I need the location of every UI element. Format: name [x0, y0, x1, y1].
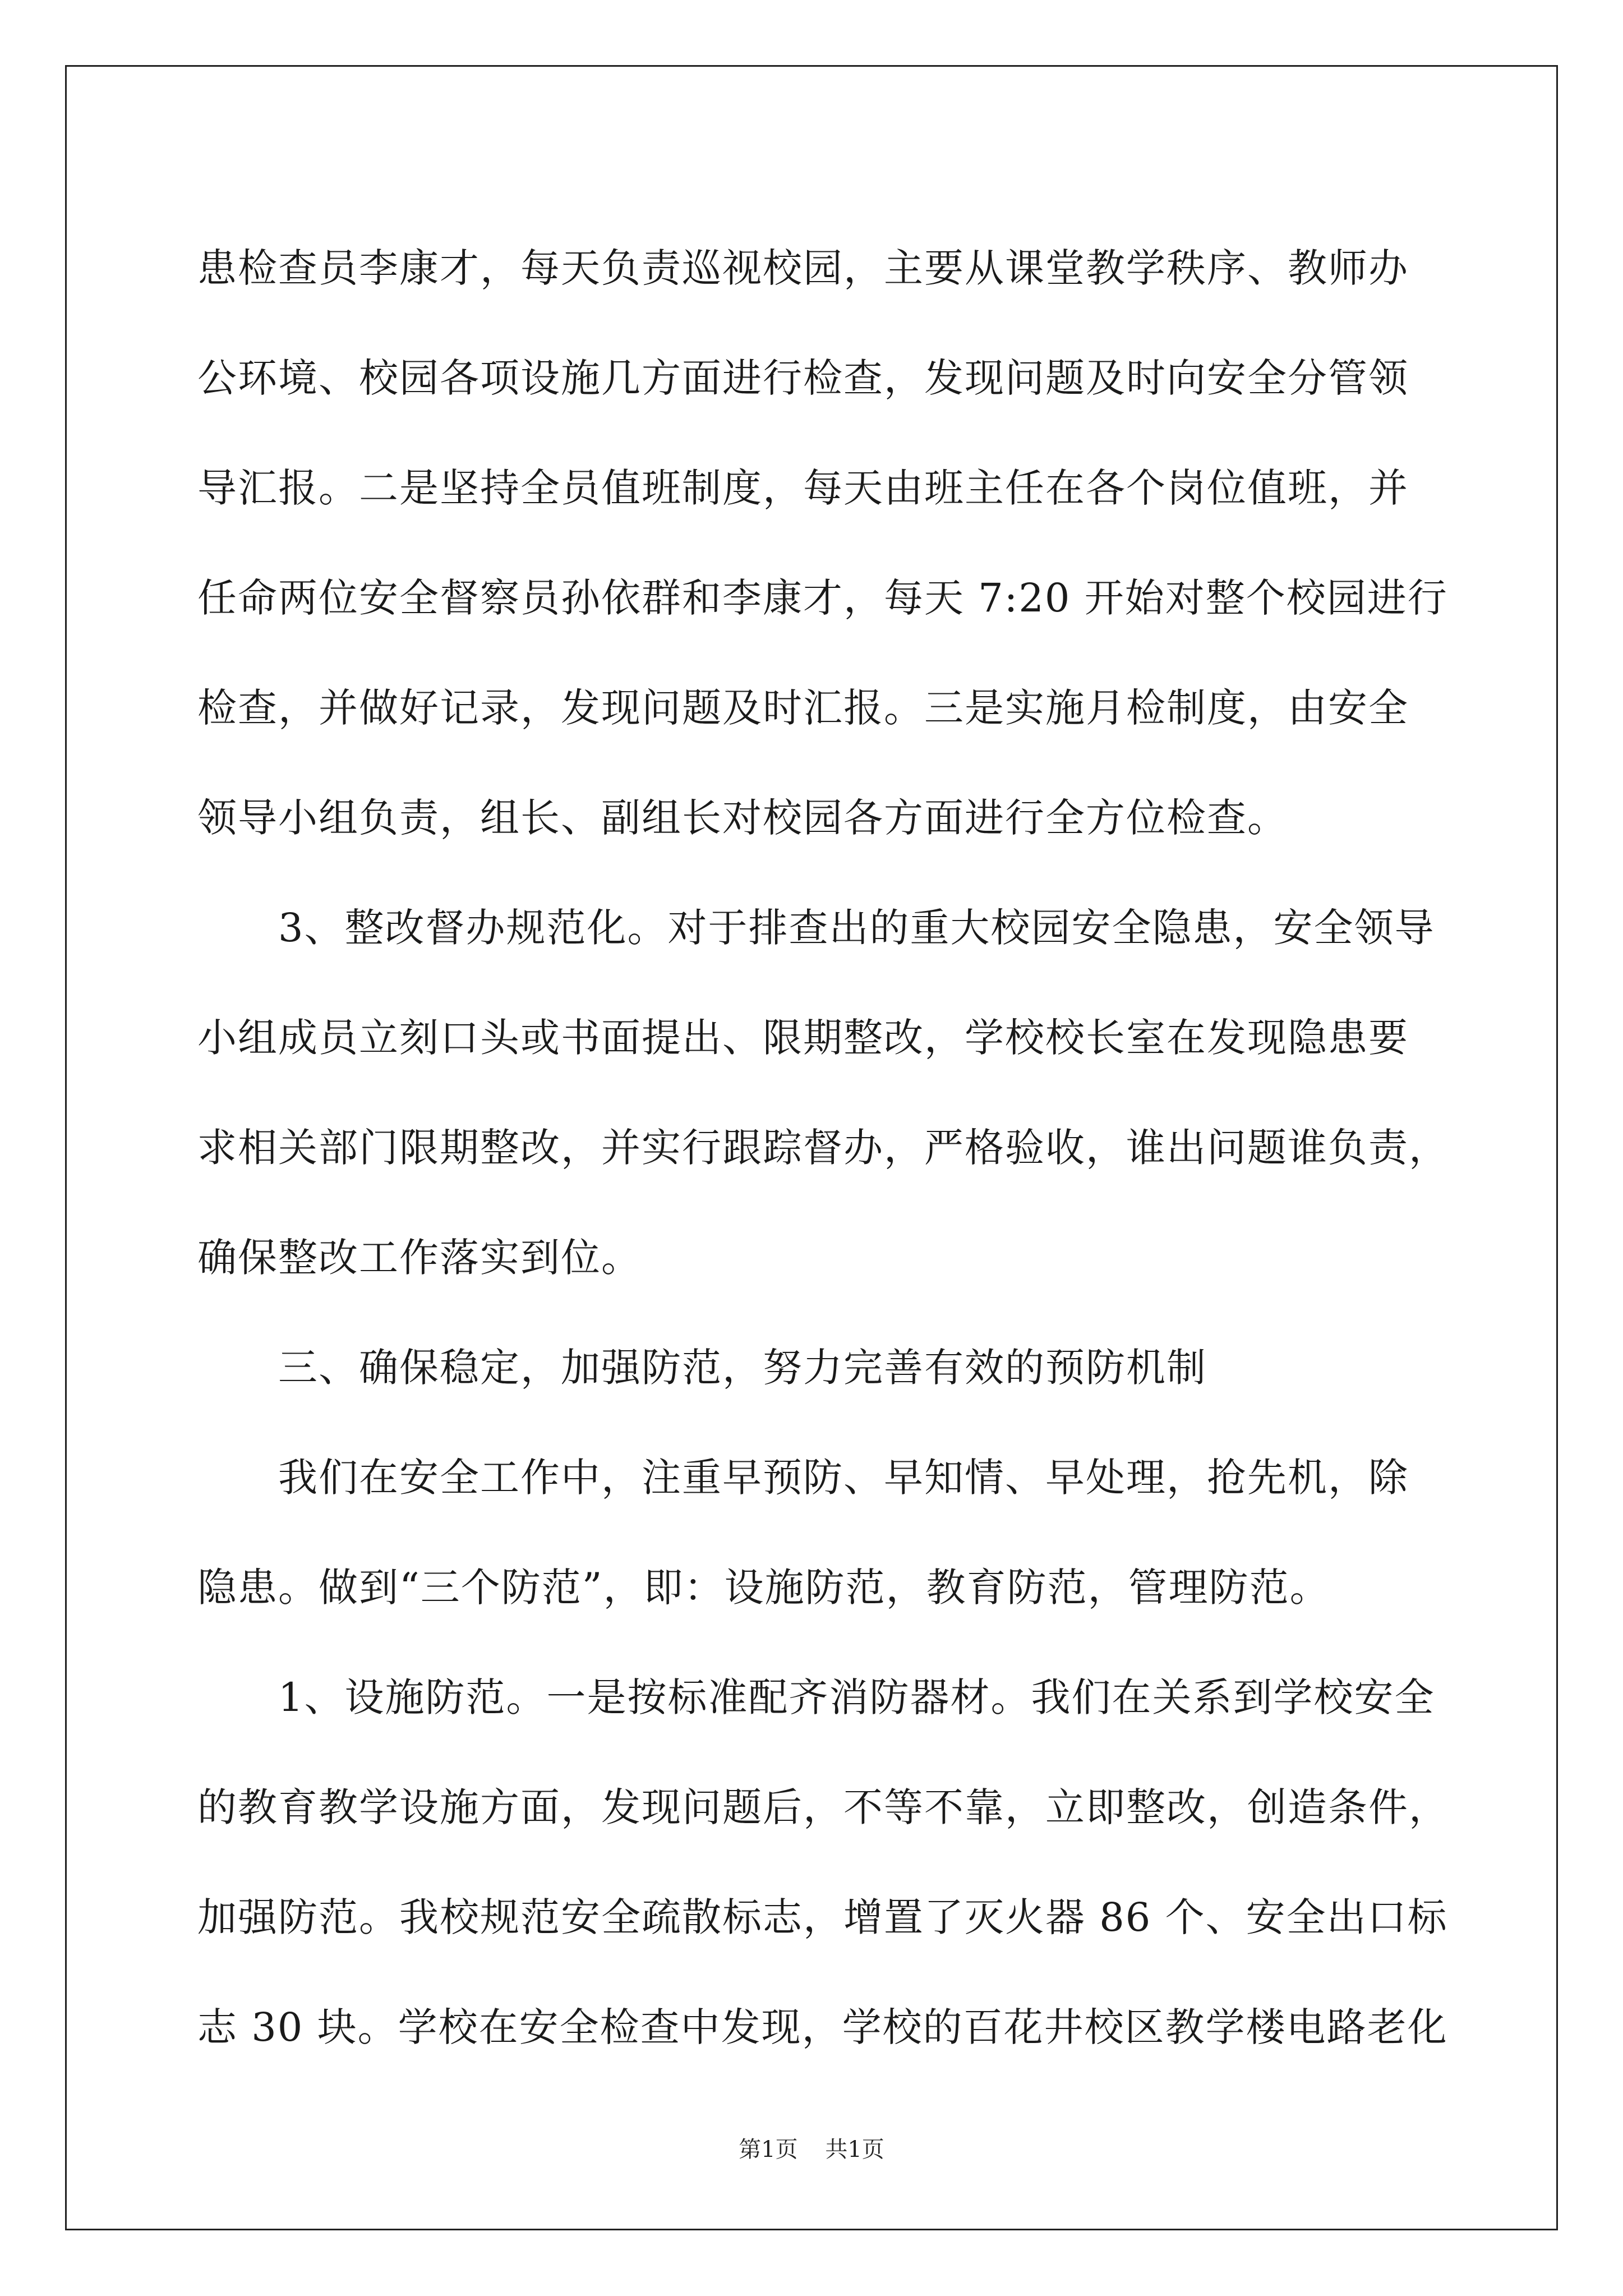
text-line: 小组成员立刻口头或书面提出、限期整改，学校校长室在发现隐患要 — [197, 1015, 1409, 1061]
text-line: 任命两位安全督察员孙依群和李康才，每天 7:20 开始对整个校园进行 — [197, 575, 1448, 621]
page-number: 第1页 — [739, 2137, 798, 2162]
document-body — [197, 213, 1449, 2082]
text-line: 领导小组负责，组长、副组长对校园各方面进行全方位检查。 — [197, 795, 1288, 841]
text-line: 加强防范。我校规范安全疏散标志，增置了灭火器 86 个、安全出口标 — [197, 1894, 1448, 1940]
text-line: 我们在安全工作中，注重早预防、早知情、早处理，抢先机，除 — [278, 1455, 1409, 1501]
text-line: 3、整改督办规范化。对于排查出的重大校园安全隐患，安全领导 — [278, 905, 1435, 951]
page-total: 共1页 — [825, 2137, 884, 2162]
text-line: 检查，并做好记录，发现问题及时汇报。三是实施月检制度，由安全 — [197, 685, 1409, 731]
text-line: 的教育教学设施方面，发现问题后，不等不靠，立即整改，创造条件， — [197, 1784, 1449, 1830]
text-line: 确保整改工作落实到位。 — [197, 1235, 642, 1281]
text-line: 隐患。做到“三个防范”，即：设施防范，教育防范，管理防范。 — [197, 1565, 1330, 1611]
text-line: 求相关部门限期整改，并实行跟踪督办，严格验收，谁出问题谁负责， — [197, 1125, 1449, 1171]
text-line: 导汇报。二是坚持全员值班制度，每天由班主任在各个岗位值班，并 — [197, 465, 1409, 511]
page-footer — [0, 2132, 1623, 2164]
text-line: 公环境、校园各项设施几方面进行检查，发现问题及时向安全分管领 — [197, 355, 1409, 401]
text-line: 志 30 块。学校在安全检查中发现，学校的百花井校区教学楼电路老化 — [197, 2004, 1448, 2050]
text-line: 患检查员李康才，每天负责巡视校园，主要从课堂教学秩序、教师办 — [197, 245, 1409, 291]
text-line: 1、设施防范。一是按标准配齐消防器材。我们在关系到学校安全 — [278, 1674, 1435, 1720]
text-line: 三、确保稳定，加强防范，努力完善有效的预防机制 — [278, 1345, 1207, 1391]
